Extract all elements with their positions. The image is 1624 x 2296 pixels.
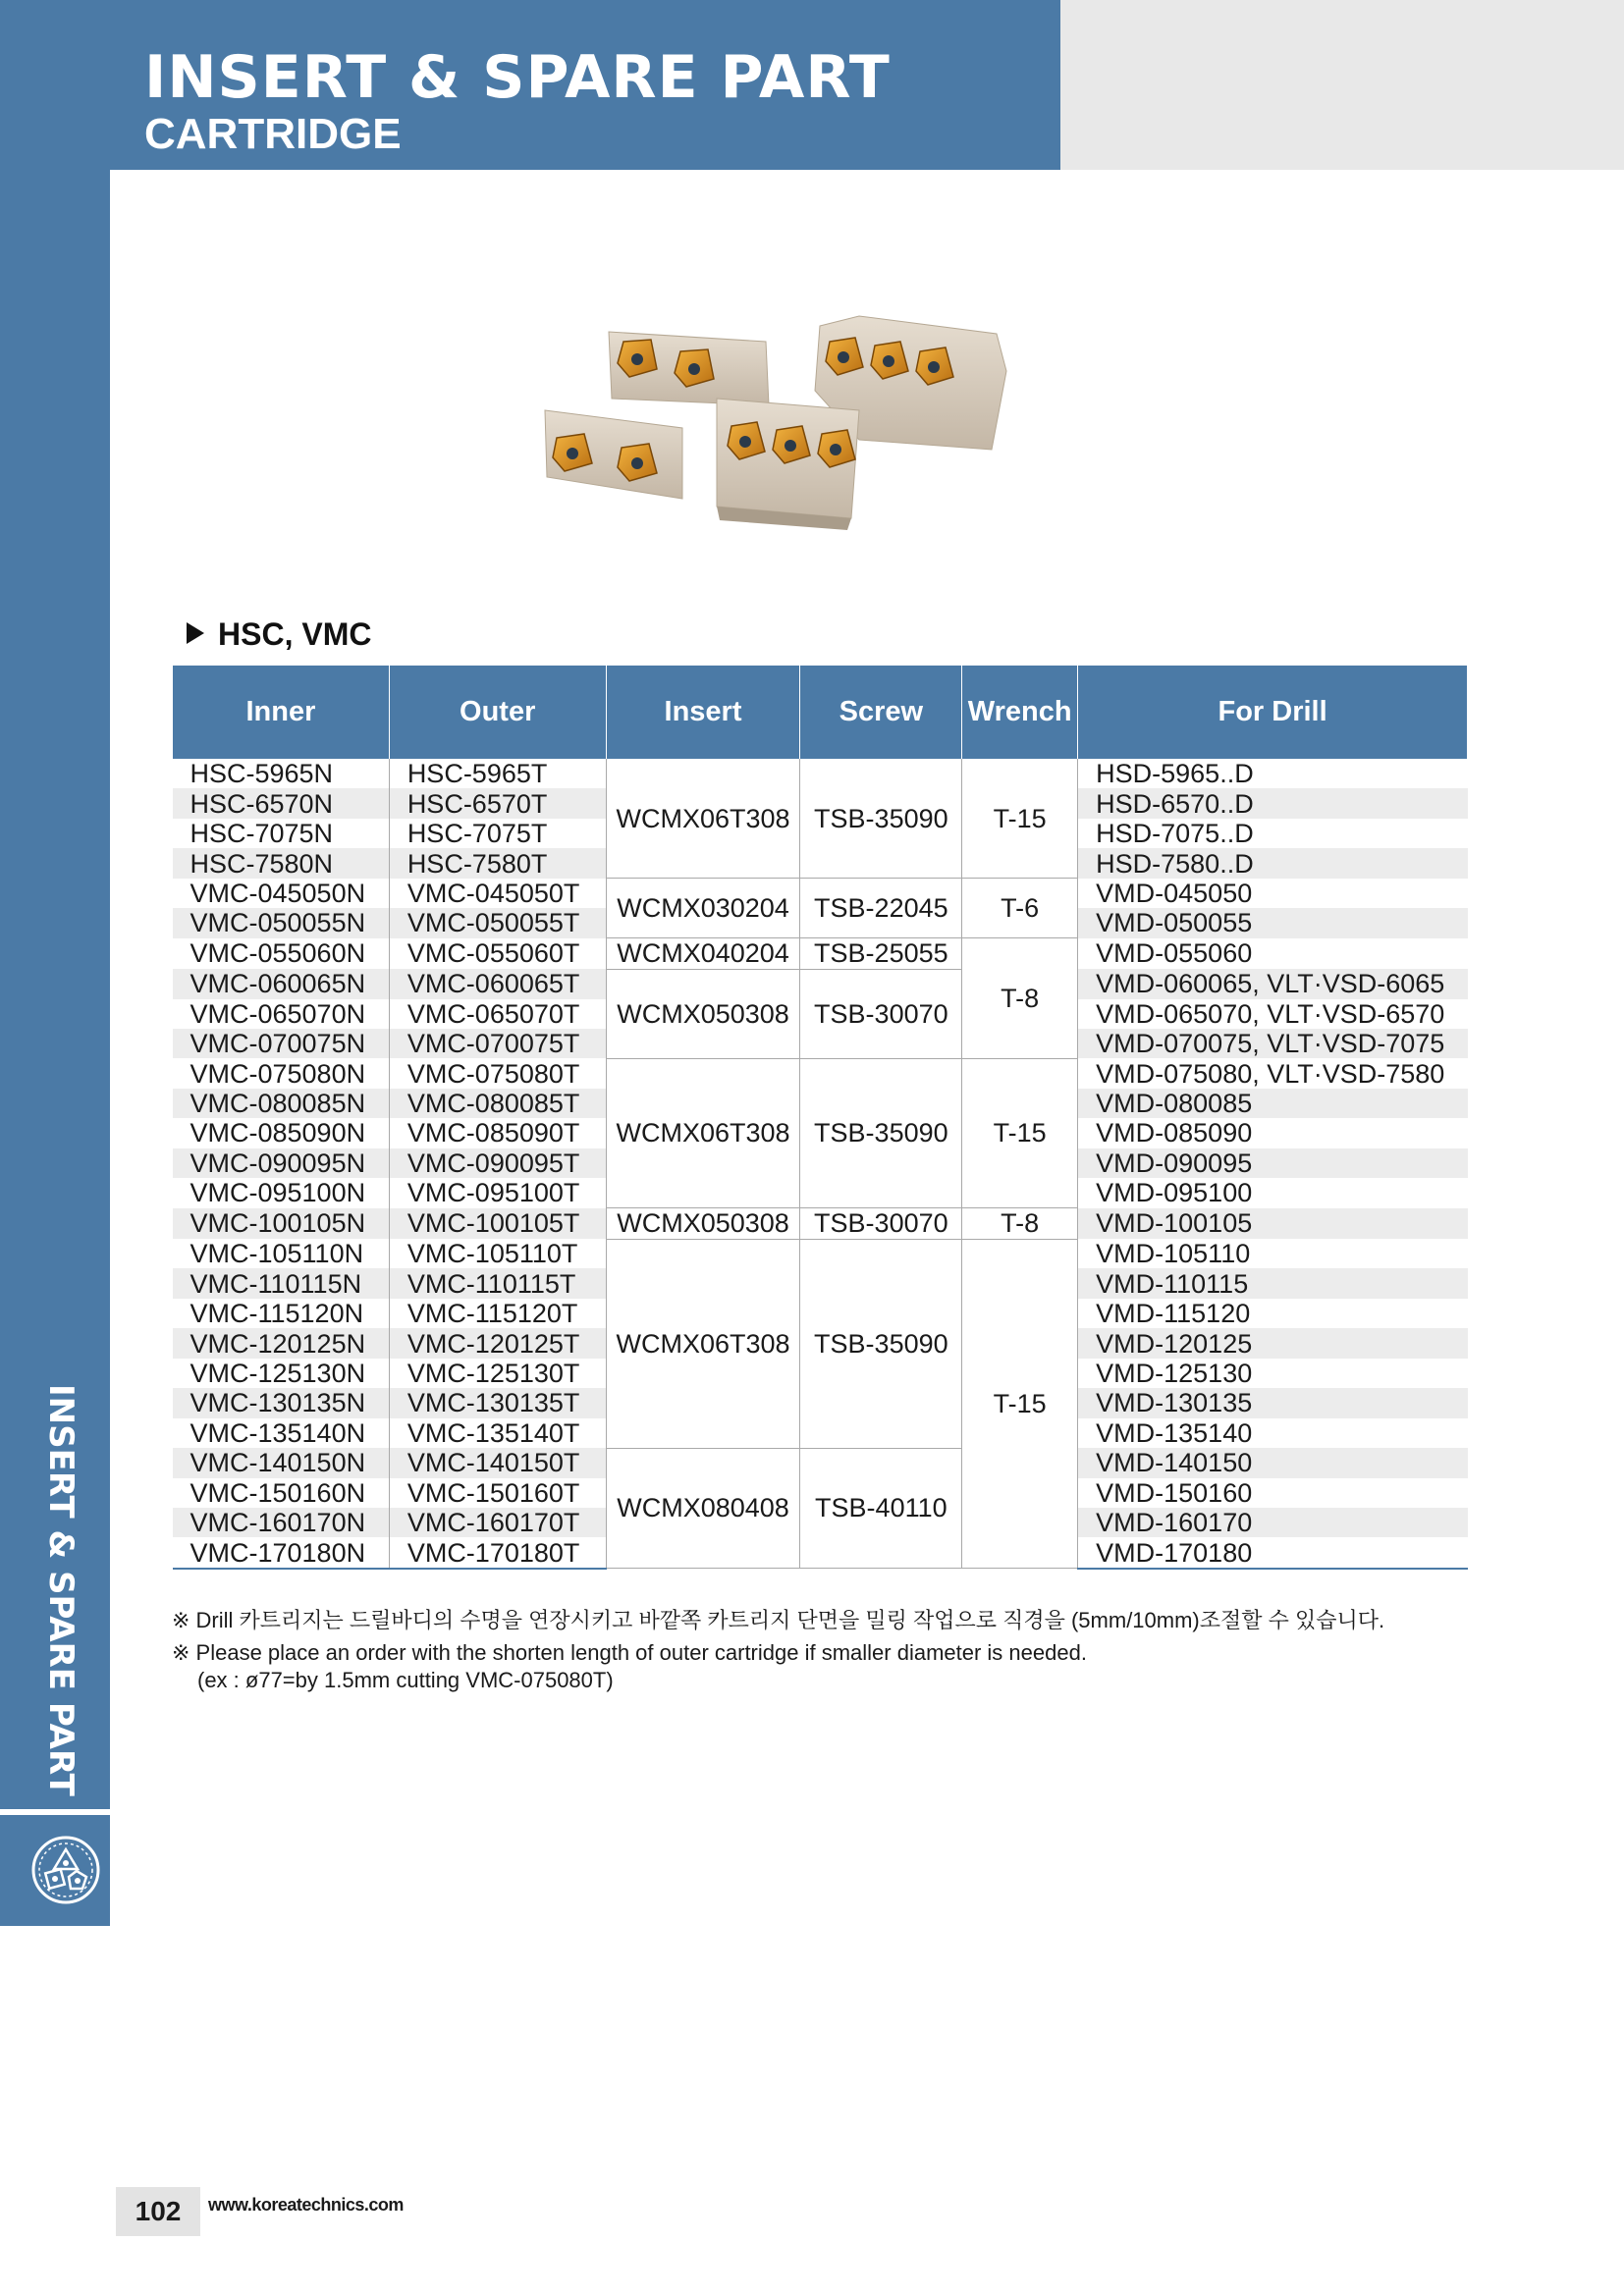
inner-cell: VMC-100105N: [173, 1208, 390, 1239]
screw-cell: TSB-35090: [800, 759, 962, 879]
column-header: Wrench: [962, 666, 1078, 759]
table-header-row: [173, 666, 1468, 759]
for-drill-cell: VMD-045050: [1078, 879, 1468, 908]
inner-cell: VMC-060065N: [173, 969, 390, 998]
inner-cell: VMC-130135N: [173, 1388, 390, 1417]
for-drill-cell: VMD-130135: [1078, 1388, 1468, 1417]
page-number: 102: [116, 2187, 200, 2236]
for-drill-cell: VMD-120125: [1078, 1328, 1468, 1358]
for-drill-cell: HSD-7075..D: [1078, 819, 1468, 848]
for-drill-cell: VMD-160170: [1078, 1508, 1468, 1537]
insert-cell: WCMX06T308: [606, 1239, 800, 1448]
screw-cell: TSB-22045: [800, 879, 962, 938]
column-header: Screw: [800, 666, 962, 759]
outer-cell: VMC-100105T: [389, 1208, 606, 1239]
note-korean: ※ Drill 카트리지는 드릴바디의 수명을 연장시키고 바깥쪽 카트리지 단면을 밀링 작업으로 직경을 (5mm/10mm)조절할 수 있습니다.: [172, 1608, 1385, 1632]
outer-cell: VMC-160170T: [389, 1508, 606, 1537]
for-drill-cell: HSD-5965..D: [1078, 759, 1468, 788]
for-drill-cell: VMD-105110: [1078, 1239, 1468, 1268]
header-side-panel: [1060, 0, 1624, 170]
cartridge-spec-table: [172, 666, 1468, 1570]
outer-cell: VMC-080085T: [389, 1089, 606, 1118]
inner-cell: VMC-050055N: [173, 908, 390, 937]
insert-cell: WCMX030204: [606, 879, 800, 938]
outer-cell: VMC-045050T: [389, 879, 606, 908]
for-drill-cell: VMD-055060: [1078, 938, 1468, 969]
insert-cell: WCMX050308: [606, 969, 800, 1058]
inner-cell: VMC-120125N: [173, 1328, 390, 1358]
side-vertical-label: INSERT & SPARE PART: [41, 1384, 81, 1796]
outer-cell: HSC-6570T: [389, 788, 606, 818]
outer-cell: VMC-130135T: [389, 1388, 606, 1417]
note-english: ※ Please place an order with the shorten length of outer cartridge if smaller diameter is needed.: [172, 1640, 1087, 1665]
page-subtitle: CARTRIDGE: [144, 110, 402, 158]
for-drill-cell: VMD-075080, VLT·VSD-7580: [1078, 1058, 1468, 1088]
inner-cell: HSC-7580N: [173, 848, 390, 878]
inner-cell: HSC-7075N: [189, 819, 334, 849]
wrench-cell: T-15: [962, 759, 1078, 879]
section-heading: [187, 616, 371, 653]
outer-cell: HSC-5965T: [389, 759, 606, 788]
for-drill-cell: VMD-135140: [1078, 1418, 1468, 1448]
page-title: INSERT & SPARE PART: [144, 43, 891, 112]
table-row: [173, 1058, 1468, 1088]
inner-cell: VMC-135140N: [189, 1417, 366, 1448]
screw-cell: TSB-25055: [800, 938, 962, 969]
outer-cell: HSC-7580T: [389, 848, 606, 878]
table-row: [173, 969, 1468, 998]
inner-cell: VMC-085090N: [189, 1118, 366, 1148]
table-row: [173, 879, 1468, 908]
section-heading-text: HSC, VMC: [218, 616, 372, 652]
insert-cell: WCMX080408: [606, 1448, 800, 1569]
inner-cell: VMC-150160N: [189, 1477, 366, 1508]
for-drill-cell: VMD-100105: [1078, 1208, 1468, 1239]
table-row: [173, 1239, 1468, 1268]
wrench-cell: T-15: [962, 1239, 1078, 1569]
column-header: For Drill: [1078, 666, 1468, 759]
table-body: [173, 759, 1468, 1569]
for-drill-cell: VMD-080085: [1078, 1089, 1468, 1118]
note-example: (ex : ø77=by 1.5mm cutting VMC-075080T): [197, 1668, 614, 1692]
inner-cell: VMC-160170N: [173, 1508, 390, 1537]
for-drill-cell: VMD-065070, VLT·VSD-6570: [1078, 999, 1468, 1029]
column-header: Outer: [389, 666, 606, 759]
wrench-cell: T-15: [962, 1058, 1078, 1207]
table-row: [173, 1448, 1468, 1477]
screw-cell: TSB-40110: [800, 1448, 962, 1569]
website-link[interactable]: www.koreatechnics.com: [208, 2195, 404, 2215]
inner-cell: HSC-6570N: [173, 788, 390, 818]
cartridge-product-image: [535, 312, 1026, 548]
wrench-cell: T-8: [962, 938, 1078, 1059]
outer-cell: VMC-095100T: [389, 1178, 606, 1207]
outer-cell: VMC-065070T: [389, 999, 606, 1029]
outer-cell: VMC-125130T: [389, 1359, 606, 1388]
inner-cell: VMC-115120N: [189, 1299, 364, 1329]
inner-cell: VMC-080085N: [173, 1089, 390, 1118]
for-drill-cell: VMD-060065, VLT·VSD-6065: [1078, 969, 1468, 998]
outer-cell: VMC-055060T: [389, 938, 606, 969]
insert-cell: WCMX040204: [606, 938, 800, 969]
column-header: Insert: [606, 666, 800, 759]
for-drill-cell: HSD-6570..D: [1078, 788, 1468, 818]
inner-cell: VMC-095100N: [189, 1178, 366, 1208]
inner-cell: VMC-045050N: [189, 878, 366, 908]
inner-cell: VMC-105110N: [189, 1239, 364, 1269]
screw-cell: TSB-35090: [800, 1058, 962, 1207]
outer-cell: VMC-120125T: [389, 1328, 606, 1358]
inner-cell: VMC-070075N: [173, 1029, 390, 1058]
outer-cell: VMC-150160T: [389, 1478, 606, 1508]
inner-cell: VMC-125130N: [189, 1358, 366, 1388]
outer-cell: VMC-115120T: [389, 1299, 606, 1328]
inner-cell: VMC-075080N: [189, 1058, 366, 1089]
insert-logo-icon: [29, 1834, 102, 1906]
screw-cell: TSB-30070: [800, 1208, 962, 1239]
outer-cell: HSC-7075T: [389, 819, 606, 848]
for-drill-cell: VMD-070075, VLT·VSD-7075: [1078, 1029, 1468, 1058]
column-header: Inner: [173, 666, 390, 759]
for-drill-cell: VMD-140150: [1078, 1448, 1468, 1477]
screw-cell: TSB-35090: [800, 1239, 962, 1448]
outer-cell: VMC-075080T: [389, 1058, 606, 1088]
outer-cell: VMC-105110T: [389, 1239, 606, 1268]
outer-cell: VMC-070075T: [389, 1029, 606, 1058]
insert-cell: WCMX050308: [606, 1208, 800, 1239]
outer-cell: VMC-140150T: [389, 1448, 606, 1477]
outer-cell: VMC-090095T: [389, 1148, 606, 1178]
table-row: [173, 759, 1468, 788]
outer-cell: VMC-050055T: [389, 908, 606, 937]
triangle-bullet-icon: [187, 622, 204, 644]
for-drill-cell: VMD-085090: [1078, 1118, 1468, 1148]
screw-cell: TSB-30070: [800, 969, 962, 1058]
table-row: [173, 938, 1468, 969]
inner-cell: VMC-140150N: [173, 1448, 390, 1477]
insert-cell: WCMX06T308: [606, 1058, 800, 1207]
for-drill-cell: VMD-125130: [1078, 1359, 1468, 1388]
inner-cell: VMC-065070N: [189, 998, 366, 1029]
outer-cell: VMC-060065T: [389, 969, 606, 998]
inner-cell: HSC-5965N: [189, 759, 334, 789]
outer-cell: VMC-110115T: [389, 1268, 606, 1298]
for-drill-cell: HSD-7580..D: [1078, 848, 1468, 878]
for-drill-cell: VMD-095100: [1078, 1178, 1468, 1207]
inner-cell: VMC-170180N: [173, 1537, 390, 1568]
wrench-cell: T-8: [962, 1208, 1078, 1239]
for-drill-cell: VMD-115120: [1078, 1299, 1468, 1328]
for-drill-cell: VMD-050055: [1078, 908, 1468, 937]
wrench-cell: T-6: [962, 879, 1078, 938]
outer-cell: VMC-135140T: [389, 1418, 606, 1448]
for-drill-cell: VMD-110115: [1078, 1268, 1468, 1298]
for-drill-cell: VMD-150160: [1078, 1478, 1468, 1508]
outer-cell: VMC-170180T: [389, 1537, 606, 1568]
table-row: [173, 1208, 1468, 1239]
inner-cell: VMC-090095N: [173, 1148, 390, 1178]
insert-cell: WCMX06T308: [606, 759, 800, 879]
inner-cell: VMC-055060N: [189, 938, 366, 969]
outer-cell: VMC-085090T: [389, 1118, 606, 1148]
notes: [172, 1604, 1384, 1692]
for-drill-cell: VMD-090095: [1078, 1148, 1468, 1178]
inner-cell: VMC-110115N: [173, 1268, 390, 1298]
for-drill-cell: VMD-170180: [1078, 1537, 1468, 1568]
